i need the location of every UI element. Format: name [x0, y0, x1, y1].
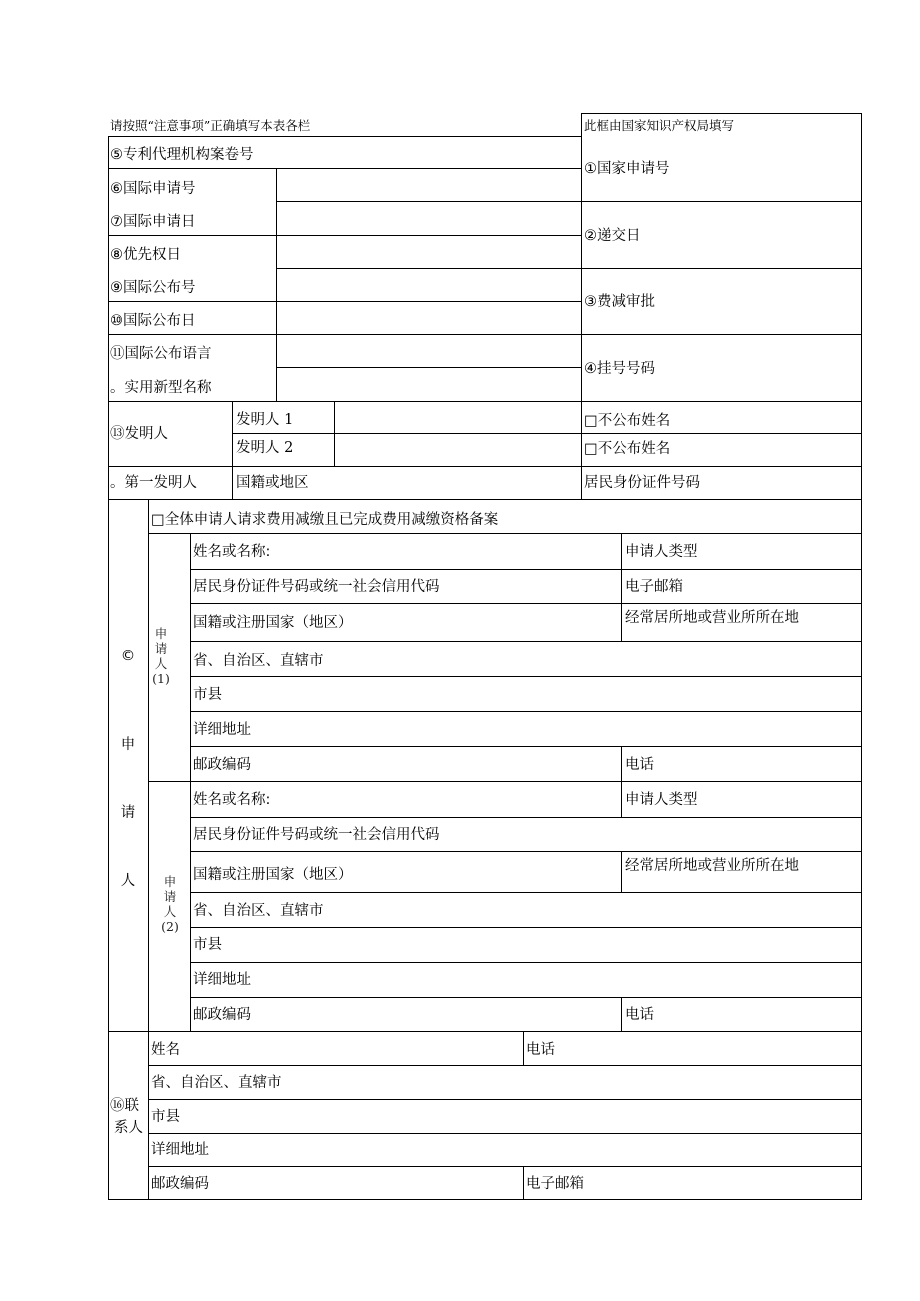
intl-app-date-field[interactable] [277, 202, 581, 235]
fee-reduction-checkbox[interactable]: □全体申请人请求费用减缴且已完成费用减缴资格备案 [151, 512, 499, 528]
intl-pub-number-field[interactable] [277, 269, 581, 301]
applicant1-residence-label: 经常居所地或营业所所在地 [625, 610, 799, 626]
nationality-label: 国籍或地区 [236, 475, 309, 491]
inventor-id-number-label: 居民身份证件号码 [584, 475, 700, 491]
applicant2-phone-label: 电话 [625, 1007, 654, 1023]
no-publish-name-checkbox-1[interactable]: □不公布姓名 [584, 413, 671, 429]
intl-app-number-label: ⑥国际申请号 [110, 181, 196, 197]
intl-pub-number-label: ⑨国际公布号 [110, 280, 196, 296]
applicant1-address-label: 详细地址 [193, 722, 251, 738]
applicant1-id-label: 居民身份证件号码或统一社会信用代码 [193, 579, 440, 595]
applicant1-postcode-label: 邮政编码 [193, 757, 251, 773]
priority-date-label: ⑧优先权日 [110, 247, 181, 263]
intl-pub-date-label: ⑩国际公布日 [110, 313, 196, 329]
no-publish-name-checkbox-2[interactable]: □不公布姓名 [584, 441, 671, 457]
applicant1-country-label: 国籍或注册国家（地区） [193, 615, 353, 631]
right-header-note: 此框由国家知识产权局填写 [584, 118, 735, 133]
applicant2-province-label: 省、自治区、直辖市 [193, 903, 324, 919]
inventor1-field[interactable] [335, 402, 581, 433]
applicant1-name-label: 姓名或名称: [193, 544, 271, 560]
intl-app-date-label: ⑦国际申请日 [110, 214, 196, 230]
fee-approval-label: ③费减审批 [584, 294, 655, 310]
submit-date-label: ②递交日 [584, 228, 641, 244]
applicant2-id-label: 居民身份证件号码或统一社会信用代码 [193, 827, 440, 843]
applicant2-residence-label: 经常居所地或营业所所在地 [625, 858, 799, 874]
applicant2-city-label: 市县 [193, 937, 222, 953]
intl-pub-language-field[interactable] [277, 335, 581, 367]
contact-name-label: 姓名 [151, 1042, 180, 1058]
intl-app-number-field[interactable] [277, 169, 581, 201]
contact-email-label: 电子邮箱 [526, 1176, 584, 1192]
registered-number-label: ④挂号号码 [584, 361, 655, 377]
applicant1-phone-label: 电话 [625, 757, 654, 773]
left-header-note: 请按照“注意事项”正确填写本表各栏 [110, 118, 311, 133]
applicant2-address-label: 详细地址 [193, 972, 251, 988]
applicant2-type-label: 申请人类型 [625, 792, 698, 808]
contact-phone-label: 电话 [526, 1042, 555, 1058]
contact-province-label: 省、自治区、直辖市 [151, 1075, 282, 1091]
applicant1-email-label: 电子邮箱 [625, 579, 683, 595]
applicant2-name-label: 姓名或名称: [193, 792, 271, 808]
applicant2-country-label: 国籍或注册国家（地区） [193, 867, 353, 883]
contact-postcode-label: 邮政编码 [151, 1176, 209, 1192]
utility-model-name-field[interactable] [277, 368, 581, 401]
contact-city-label: 市县 [151, 1109, 180, 1125]
inventor2-field[interactable] [335, 434, 581, 466]
agency-record-label: ⑤专利代理机构案卷号 [110, 147, 254, 163]
applicant2-postcode-label: 邮政编码 [193, 1007, 251, 1023]
inventor-section-label: ⑬发明人 [110, 426, 168, 442]
applicant1-city-label: 市县 [193, 687, 222, 703]
app-number-label: ①国家申请号 [584, 161, 670, 177]
priority-date-field[interactable] [277, 236, 581, 268]
contact-address-label: 详细地址 [151, 1142, 209, 1158]
intl-pub-language-label: ⑪国际公布语言 [110, 346, 212, 362]
inventor1-label: 发明人 1 [236, 412, 294, 428]
applicant1-type-label: 申请人类型 [625, 544, 698, 560]
applicant1-province-label: 省、自治区、直辖市 [193, 653, 324, 669]
intl-pub-date-field[interactable] [277, 302, 581, 334]
inventor2-label: 发明人 2 [236, 440, 294, 456]
utility-model-name-label: 。实用新型名称 [110, 380, 212, 396]
first-inventor-label: 。第一发明人 [110, 475, 197, 491]
